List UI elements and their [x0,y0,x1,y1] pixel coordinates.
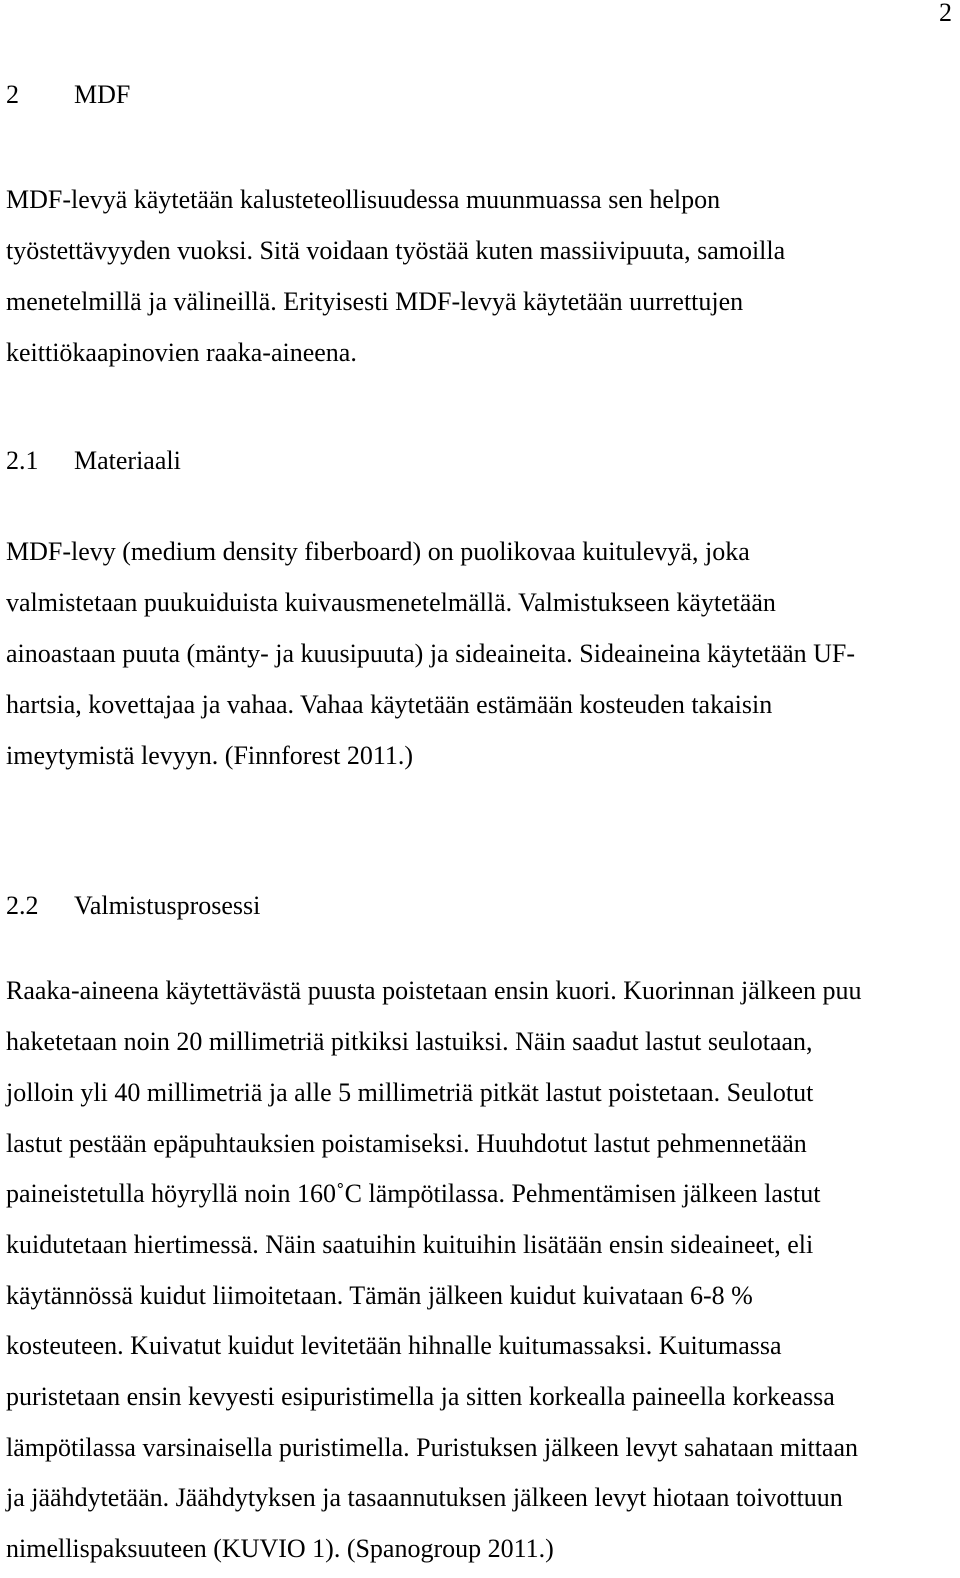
paragraph-line: kuidutetaan hiertimessä. Näin saatuihin kuituihin lisätään ensin sideaineet, eli [6,1230,814,1259]
paragraph-line: ainoastaan puuta (mänty- ja kuusipuuta) ja sideaineita. Sideaineina käytetään UF- [6,639,856,668]
paragraph-line: kosteuteen. Kuivatut kuidut levitetään hihnalle kuitumassaksi. Kuitumassa [6,1331,782,1360]
page-number: 2 [939,0,952,27]
paragraph-line: jolloin yli 40 millimetriä ja alle 5 millimetriä pitkät lastut poistetaan. Seulotut [6,1078,814,1107]
paragraph-line: ja jäähdytetään. Jäähdytyksen ja tasaannutuksen jälkeen levyt hiotaan toivottuun [6,1483,843,1512]
paragraph-line: lämpötilassa varsinaisella puristimella. Puristuksen jälkeen levyt sahataan mittaan [6,1433,858,1462]
chapter-title: MDF [74,80,131,109]
chapter-number: 2 [6,80,19,109]
paragraph-line: MDF-levy (medium density fiberboard) on puolikovaa kuitulevyä, joka [6,537,750,566]
paragraph-line: käytännössä kuidut liimoitetaan. Tämän jälkeen kuidut kuivataan 6-8 % [6,1281,753,1310]
paragraph-line: valmistetaan puukuiduista kuivausmenetelmällä. Valmistukseen käytetään [6,588,776,617]
paragraph-line: lastut pestään epäpuhtauksien poistamiseksi. Huuhdotut lastut pehmennetään [6,1129,807,1158]
section-title: Valmistusprosessi [74,891,261,920]
paragraph-line: paineistetulla höyryllä noin 160˚C lämpötilassa. Pehmentämisen jälkeen lastut [6,1179,821,1208]
paragraph-line: imeytymistä levyyn. (Finnforest 2011.) [6,741,414,770]
section-number: 2.1 [6,446,39,475]
paragraph-line: haketetaan noin 20 millimetriä pitkiksi lastuiksi. Näin saadut lastut seulotaan, [6,1027,813,1056]
paragraph-line: nimellispaksuuteen (KUVIO 1). (Spanogroup 2011.) [6,1534,554,1563]
section-2-1-heading [6,446,181,476]
section-title: Materiaali [74,446,181,475]
intro-line: menetelmillä ja välineillä. Erityisesti MDF-levyä käytetään uurrettujen [6,287,744,316]
paragraph-line: puristetaan ensin kevyesti esipuristimella ja sitten korkealla paineella korkeassa [6,1382,835,1411]
intro-line: MDF-levyä käytetään kalusteteollisuudessa muunmuassa sen helpon [6,185,721,214]
intro-line: työstettävyyden vuoksi. Sitä voidaan työstää kuten massiivipuuta, samoilla [6,236,786,265]
paragraph-line: hartsia, kovettajaa ja vahaa. Vahaa käytetään estämään kosteuden takaisin [6,690,773,719]
paragraph-line: Raaka-aineena käytettävästä puusta poistetaan ensin kuori. Kuorinnan jälkeen puu [6,976,862,1005]
section-number: 2.2 [6,891,39,920]
section-2-2-heading [6,891,260,921]
intro-line: keittiökaapinovien raaka-aineena. [6,338,357,367]
chapter-heading [6,80,130,110]
